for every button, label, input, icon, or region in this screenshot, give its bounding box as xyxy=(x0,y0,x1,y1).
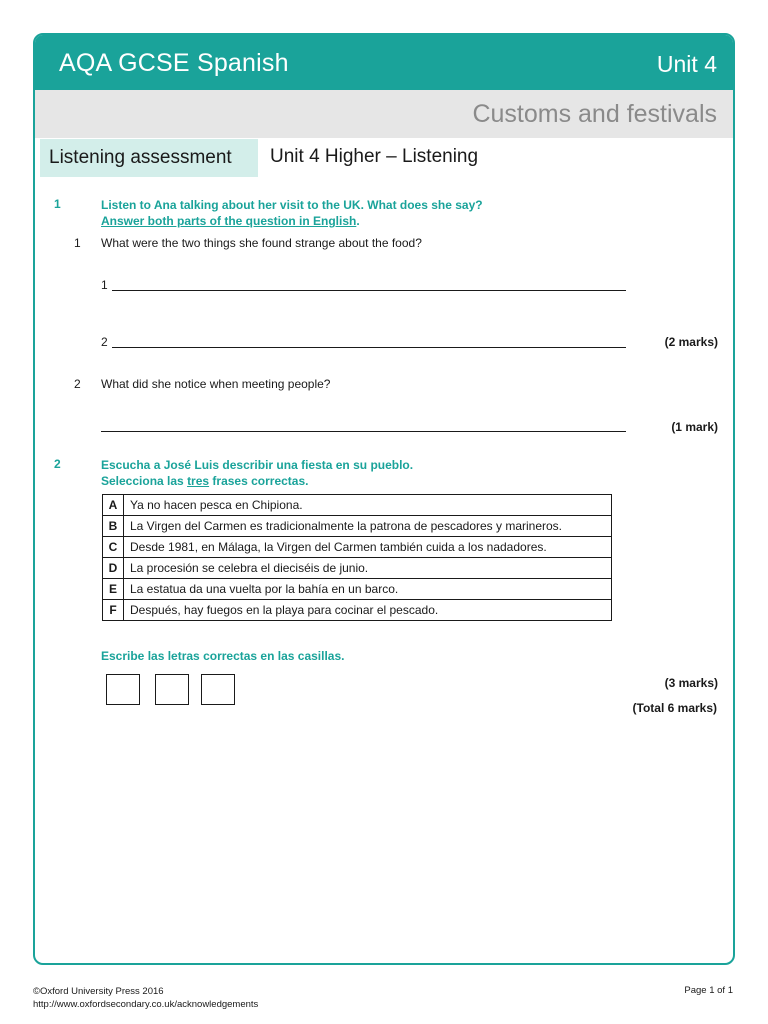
option-text: Desde 1981, en Málaga, la Virgen del Carmen también cuida a los nadadores. xyxy=(124,537,612,558)
question-2-instruction-start: Selecciona las xyxy=(101,474,188,488)
question-2-instruction-line2 xyxy=(101,473,661,489)
header-bar xyxy=(35,35,733,90)
answer-line-2[interactable] xyxy=(112,347,626,348)
brand-title: AQA GCSE Spanish xyxy=(59,49,289,77)
question-2-instruction-line1: Escucha a José Luis describir una fiesta en su pueblo. xyxy=(101,458,414,472)
question-1-part-1-marks: (2 marks) xyxy=(664,335,718,349)
question-2-marks: (3 marks) xyxy=(664,676,718,690)
subtitle-bar xyxy=(35,90,733,138)
question-2-instruction xyxy=(101,457,661,489)
answer-box-3[interactable] xyxy=(201,674,235,705)
option-letter: F xyxy=(103,600,124,621)
option-text: Después, hay fuegos en la playa para cocinar el pescado. xyxy=(124,600,612,621)
question-1-part-2-text: What did she notice when meeting people? xyxy=(101,377,331,391)
answer-line-1[interactable] xyxy=(112,290,626,291)
option-letter: C xyxy=(103,537,124,558)
answer-1-label: 1 xyxy=(101,278,108,292)
page-number: Page 1 of 1 xyxy=(684,985,733,996)
paper-title: Unit 4 Higher – Listening xyxy=(270,146,479,167)
option-letter: E xyxy=(103,579,124,600)
option-text: La procesión se celebra el dieciséis de junio. xyxy=(124,558,612,579)
question-1-instruction-end: . xyxy=(356,214,360,228)
question-1-part-2-number: 2 xyxy=(74,377,81,391)
question-1-part-1-text: What were the two things she found strange about the food? xyxy=(101,236,422,250)
option-row xyxy=(103,600,612,621)
question-2-instruction-end: frases correctas. xyxy=(209,474,309,488)
option-row xyxy=(103,558,612,579)
footer-credits xyxy=(33,985,258,1011)
total-marks: (Total 6 marks) xyxy=(632,701,717,715)
option-row xyxy=(103,537,612,558)
option-letter: D xyxy=(103,558,124,579)
question-2-instruction-underlined: tres xyxy=(187,474,210,488)
question-1-instruction-line2 xyxy=(101,213,661,229)
acknowledgements-link[interactable]: http://www.oxfordsecondary.co.uk/acknowledgements xyxy=(33,999,259,1010)
answer-box-1[interactable] xyxy=(106,674,140,705)
question-1-part-2-marks: (1 mark) xyxy=(671,420,718,434)
question-1-number: 1 xyxy=(54,197,61,211)
answer-2-label: 2 xyxy=(101,335,108,349)
copyright-text: ©Oxford University Press 2016 xyxy=(33,986,164,997)
option-text: La Virgen del Carmen es tradicionalmente la patrona de pescadores y marineros. xyxy=(124,516,612,537)
write-letters-instruction: Escribe las letras correctas en las casillas. xyxy=(101,649,345,663)
topic-subtitle: Customs and festivals xyxy=(472,100,717,128)
worksheet-frame xyxy=(33,33,735,965)
answer-box-2[interactable] xyxy=(155,674,189,705)
option-row xyxy=(103,495,612,516)
assessment-label: Listening assessment xyxy=(49,147,232,168)
option-letter: A xyxy=(103,495,124,516)
question-1-instruction-line1: Listen to Ana talking about her visit to the UK. What does she say? xyxy=(101,198,483,212)
question-1-instruction-underlined: Answer both parts of the question in English xyxy=(101,214,357,228)
unit-label: Unit 4 xyxy=(656,51,717,77)
options-table xyxy=(102,494,612,621)
option-text: Ya no hacen pesca en Chipiona. xyxy=(124,495,612,516)
question-1-instruction xyxy=(101,197,661,229)
answer-line-3[interactable] xyxy=(101,431,626,432)
option-letter: B xyxy=(103,516,124,537)
option-row xyxy=(103,516,612,537)
question-2-number: 2 xyxy=(54,457,61,471)
question-1-part-1-number: 1 xyxy=(74,236,81,250)
option-text: La estatua da una vuelta por la bahía en un barco. xyxy=(124,579,612,600)
option-row xyxy=(103,579,612,600)
assessment-tab xyxy=(40,139,258,177)
